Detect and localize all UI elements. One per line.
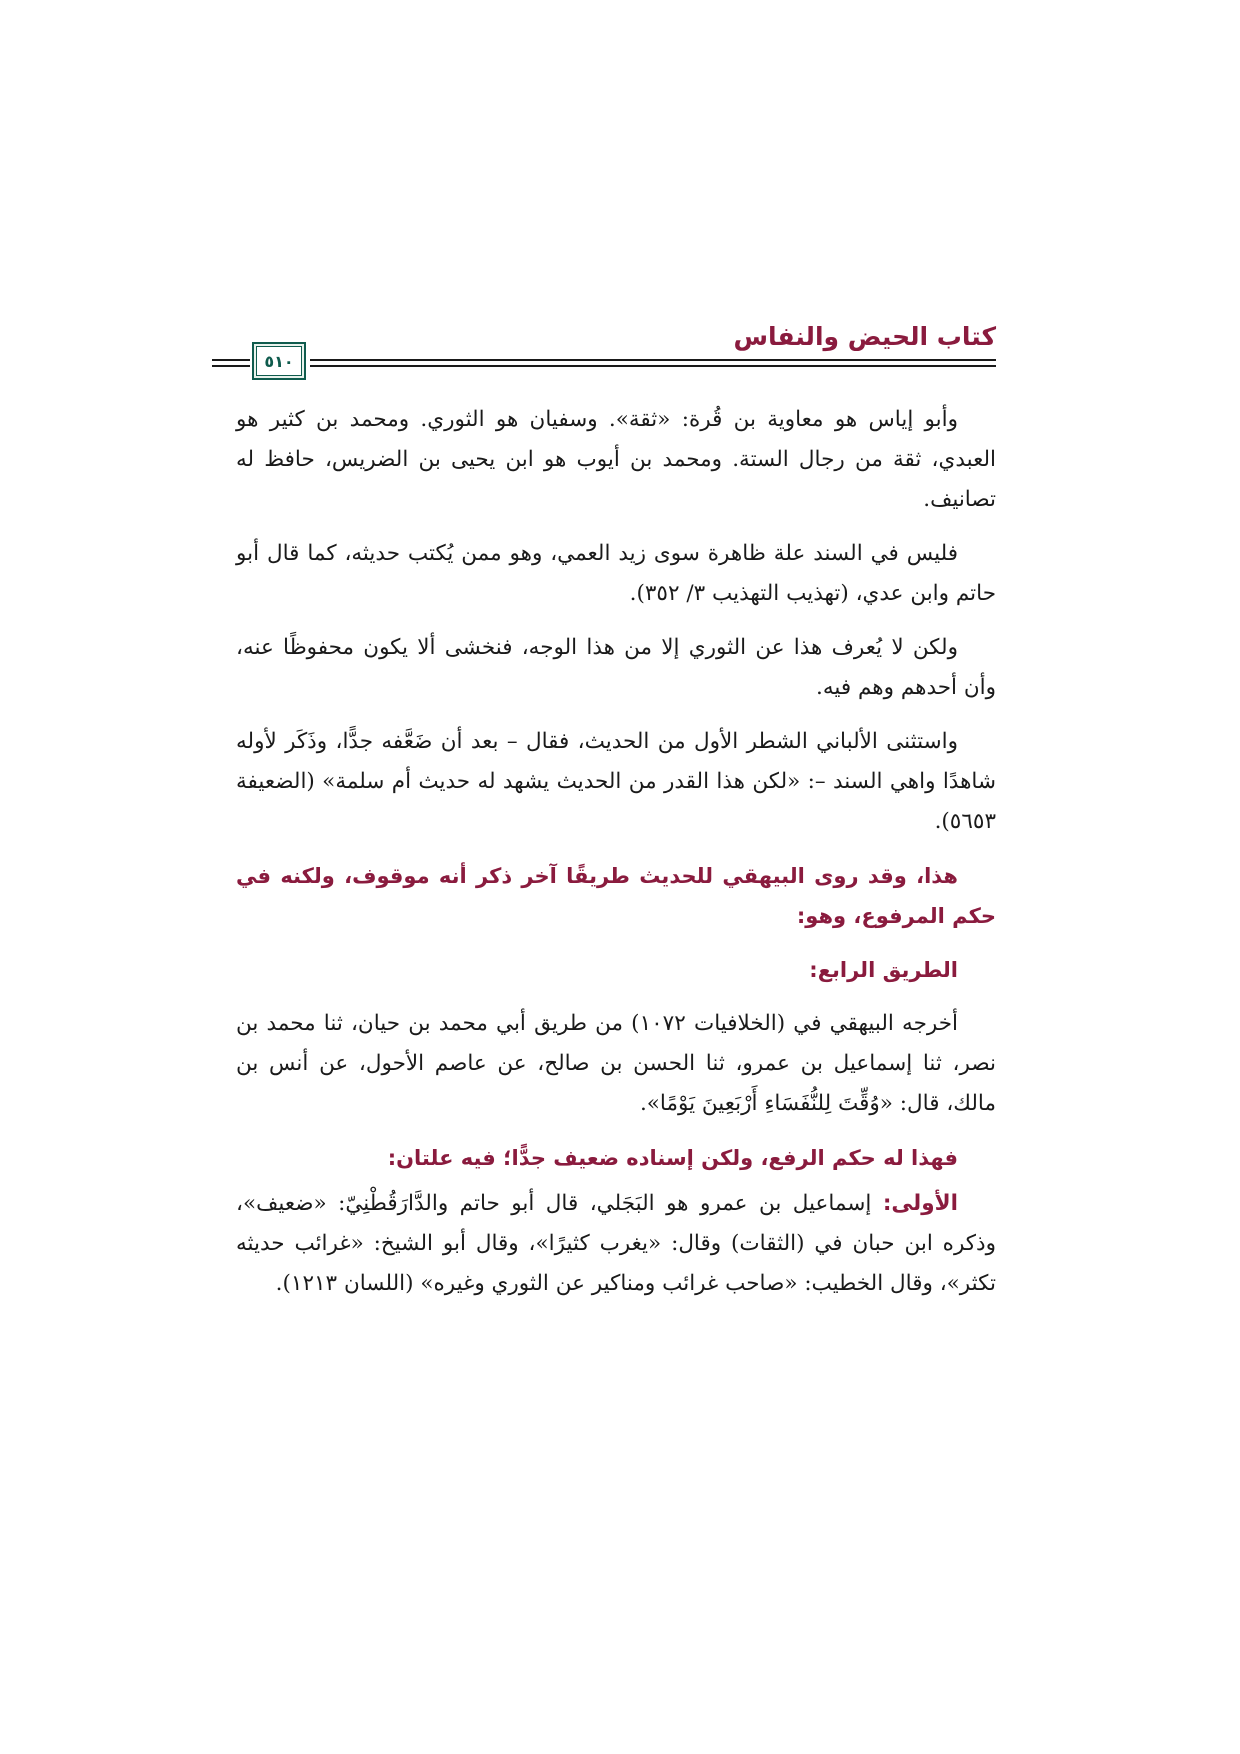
header-rule-left-top xyxy=(212,359,250,361)
running-header xyxy=(236,320,996,380)
header-rule-bottom xyxy=(310,365,996,367)
paragraph-first-defect xyxy=(236,1184,996,1304)
first-defect-text: إسماعيل بن عمرو هو البَجَلي، قال أبو حاتم والدَّارَقُطْنِيّ: «ضعيف»، وذكره ابن حبان في (الثقات) وقال: «يغرب كثيرًا»، وقال أبو الشيخ: «غرائب حديثه تكثر»، وقال الخطيب: «صاحب غرائب ومناكير عن الثوري وغيره» (اللسان ١٢١٣). xyxy=(236,1191,996,1296)
page-number: ٥١٠ xyxy=(256,346,302,376)
paragraph-thawri: ولكن لا يُعرف هذا عن الثوري إلا من هذا الوجه، فنخشى ألا يكون محفوظًا عنه، وأن أحدهم وهم فيه. xyxy=(236,635,996,700)
paragraph-bayhaqi-route: هذا، وقد روى البيهقي للحديث طريقًا آخر ذكر أنه موقوف، ولكنه في حكم المرفوع، وهو: xyxy=(236,864,996,928)
first-defect-label: الأولى: xyxy=(882,1191,958,1216)
section-heading-fourth-route: الطريق الرابع: xyxy=(809,958,958,982)
header-rule-left-bottom xyxy=(212,365,250,367)
page-body xyxy=(236,400,996,1304)
page-number-badge xyxy=(252,342,306,380)
paragraph-ruling: فهذا له حكم الرفع، ولكن إسناده ضعيف جدًّا؛ فيه علتان: xyxy=(387,1146,958,1170)
book-page xyxy=(236,320,996,1318)
paragraph-narrators: وأبو إياس هو معاوية بن قُرة: «ثقة». وسفيان هو الثوري. ومحمد بن كثير هو العبدي، ثقة من رجال الستة. ومحمد بن أيوب هو ابن يحيى بن الضريس، حافظ له تصانيف. xyxy=(236,407,996,512)
header-rule-top xyxy=(310,359,996,361)
paragraph-albani: واستثنى الألباني الشطر الأول من الحديث، فقال – بعد أن ضَعَّفه جدًّا، وذَكَر لأوله شاهدًا واهي السند –: «لكن هذا القدر من الحديث يشهد له حديث أم سلمة» (الضعيفة ٥٦٥٣). xyxy=(236,729,996,834)
paragraph-chain-defect: فليس في السند علة ظاهرة سوى زيد العمي، وهو ممن يُكتب حديثه، كما قال أبو حاتم وابن عدي، (تهذيب التهذيب ٣/ ٣٥٢). xyxy=(236,541,996,606)
paragraph-takhrij: أخرجه البيهقي في (الخلافيات ١٠٧٢) من طريق أبي محمد بن حيان، ثنا محمد بن نصر، ثنا إسماعيل بن عمرو، ثنا الحسن بن صالح، عن عاصم الأحول، عن أنس بن مالك، قال: «وُقِّتَ لِلنُّفَسَاءِ أَرْبَعِينَ يَوْمًا». xyxy=(236,1011,996,1116)
book-title: كتاب الحيض والنفاس xyxy=(733,322,996,351)
